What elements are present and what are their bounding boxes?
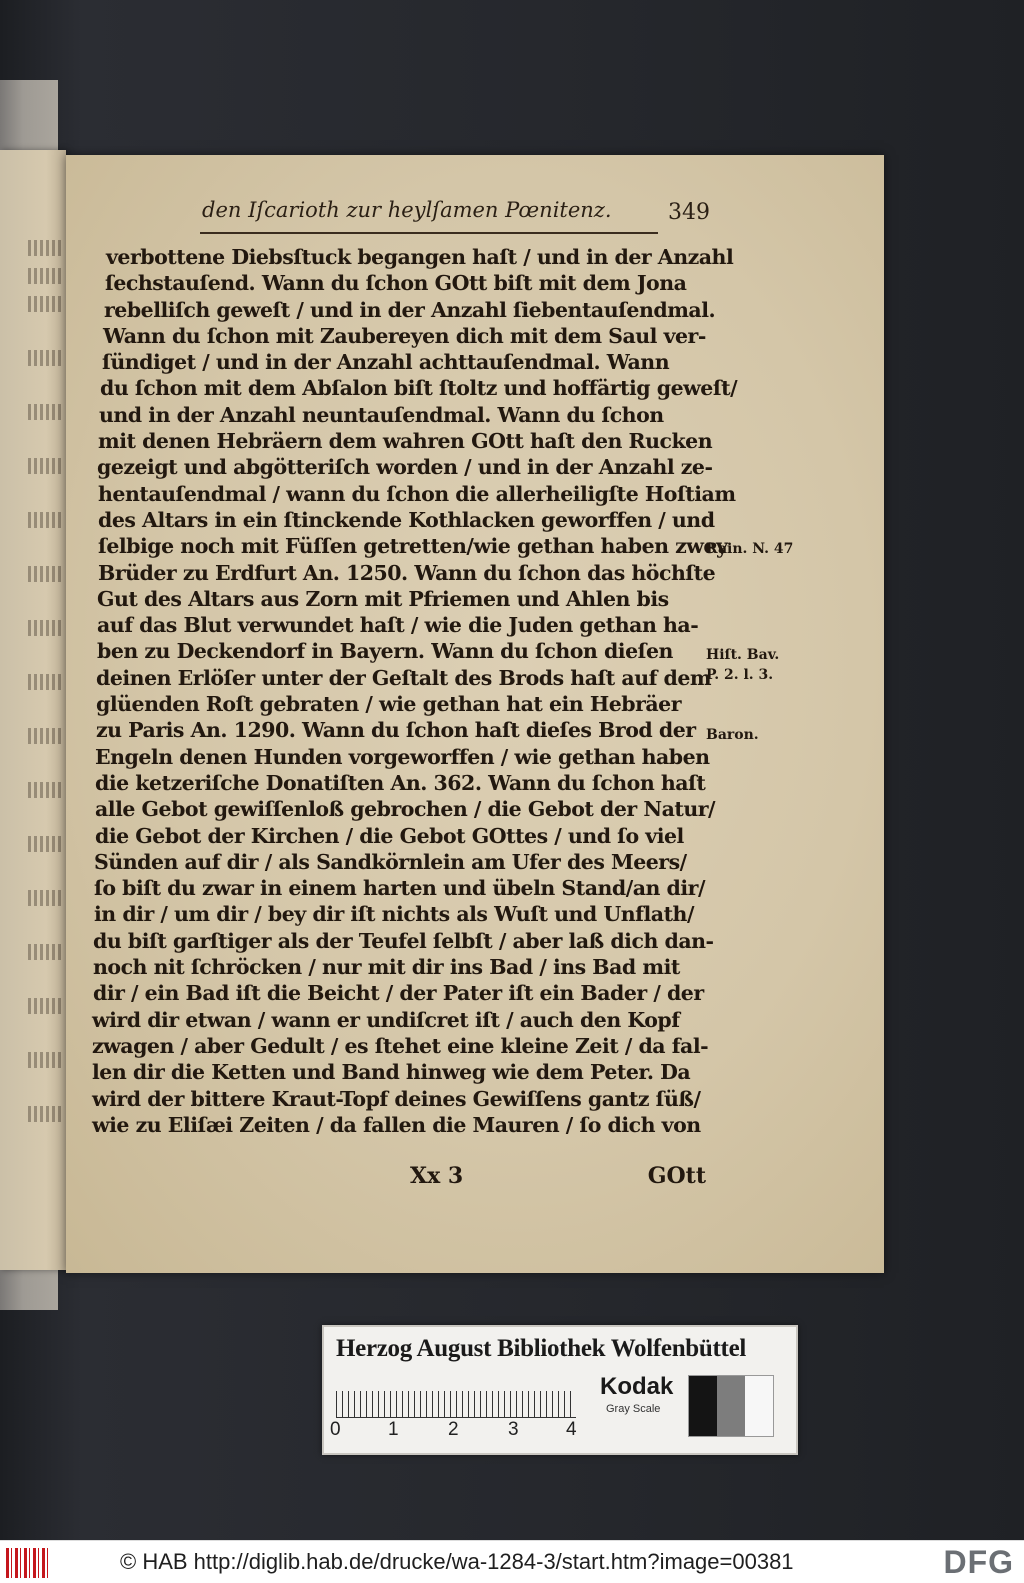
text-line: wie zu Eliſæi Zeiten / da fallen die Mauren / ſo dich von (92, 1112, 701, 1137)
text-line: Sünden auf dir / als Sandkörnlein am Ufer des Meers/ (94, 849, 687, 874)
text-line: ſündiget / und in der Anzahl achttauſendmal. Wann (102, 350, 670, 375)
text-line: Gut des Altars aus Zorn mit Pfriemen und Ahlen bis (97, 586, 669, 611)
text-line: du biſt garſtiger als der Teufel ſelbſt / aber laß dich dan- (93, 928, 714, 953)
text-line: ſo biſt du zwar in einem harten und übeln Stand/an dir/ (94, 876, 705, 901)
gray-scale-label: Gray Scale (606, 1403, 661, 1415)
text-line: und in der Anzahl neuntauſendmal. Wann du ſchon (99, 402, 664, 427)
scale-number: 0 (330, 1419, 341, 1440)
text-line: noch nit ſchröcken / nur mit dir ins Bad / ins Bad mit (93, 955, 680, 980)
facing-page-edge (0, 150, 66, 1270)
scale-ruler (336, 1379, 576, 1418)
swatch-white (745, 1376, 773, 1436)
text-line: deinen Erlöſer unter der Geſtalt des Brods haſt auf dem (96, 665, 712, 690)
text-line: ſelbige noch mit Füſſen getretten/wie gethan haben zwey (98, 534, 728, 559)
text-line: du ſchon mit dem Abſalon biſt ſtoltz und hoffärtig geweſt/ (100, 376, 738, 401)
running-head: den Iſcarioth zur heylſamen Pœnitenz. (202, 198, 612, 222)
text-line: auf das Blut verwundet haſt / wie die Juden gethan ha- (97, 613, 699, 638)
text-line: wird der bittere Kraut-Topf deines Gewiſſens gantz ſüß/ (92, 1086, 701, 1111)
page-number: 349 (668, 200, 710, 225)
scale-number: 1 (388, 1419, 399, 1440)
margin-note: Baron. (706, 727, 759, 743)
catchword-line (92, 1163, 706, 1193)
text-line: die Gebot der Kirchen / die Gebot GOttes / und ſo viel (95, 823, 684, 848)
color-target-card (322, 1325, 798, 1455)
margin-note: Rain. N. 47 (706, 541, 794, 557)
catchword: GOtt (647, 1163, 706, 1189)
footer-credit[interactable]: © HAB http://diglib.hab.de/drucke/wa-1284-3/start.htm?image=00381 (120, 1549, 794, 1574)
dfg-logo: DFG (943, 1544, 1014, 1580)
gray-swatches (688, 1375, 774, 1437)
text-line: ſechstauſend. Wann du ſchon GOtt biſt mit dem Jona (105, 271, 687, 296)
text-line: mit denen Hebräern dem wahren GOtt haſt den Rucken (98, 429, 713, 454)
text-line: hentauſendmal / wann du ſchon die allerheiligſte Hoſtiam (98, 481, 736, 506)
text-line: len dir die Ketten und Band hinweg wie dem Peter. Da (92, 1060, 691, 1085)
text-line: Brüder zu Erdfurt An. 1250. Wann du ſchon das höchſte (98, 560, 716, 585)
text-line: dir / ein Bad iſt die Beicht / der Pater iſt ein Bader / der (93, 981, 704, 1006)
kodak-logo: Kodak (600, 1373, 674, 1400)
scale-number: 3 (508, 1419, 519, 1440)
text-line: rebelliſch geweſt / und in der Anzahl ſiebentauſendmal. (104, 297, 716, 322)
head-rule (200, 232, 658, 234)
library-name: Herzog August Bibliothek Wolfenbüttel (336, 1335, 747, 1362)
barcode-icon (6, 1548, 48, 1578)
scale-number: 4 (566, 1419, 577, 1440)
text-line: Wann du ſchon mit Zaubereyen dich mit dem Saul ver- (103, 323, 706, 348)
swatch-gray (717, 1376, 745, 1436)
margin-note: P. 2. l. 3. (706, 667, 774, 683)
text-line: des Altars in ein ſtinckende Kothlacken geworffen / und (98, 507, 715, 532)
text-line: wird dir etwan / wann er undiſcret iſt / auch den Kopf (92, 1007, 680, 1032)
text-line: die ketzeriſche Donatiſten An. 362. Wann du ſchon haſt (95, 770, 706, 795)
text-line: gezeigt und abgötteriſch worden / und in der Anzahl ze- (97, 455, 713, 480)
text-line: zwagen / aber Gedult / es ſtehet eine kleine Zeit / da fal- (92, 1033, 709, 1058)
scale-numbers (330, 1419, 590, 1443)
text-line: alle Gebot gewiſſenloß gebrochen / die Gebot der Natur/ (95, 797, 716, 822)
text-line: ben zu Deckendorf in Bayern. Wann du ſchon dieſen (97, 639, 673, 664)
text-line: in dir / um dir / bey dir iſt nichts als Wuſt und Unflath/ (94, 902, 694, 927)
swatch-black (689, 1376, 717, 1436)
signature-mark: Xx 3 (410, 1163, 464, 1189)
text-line: zu Paris An. 1290. Wann du ſchon haſt dieſes Brod der (96, 718, 696, 743)
text-line: glüenden Roſt gebraten / wie gethan hat ein Hebräer (96, 692, 682, 717)
text-line: verbottene Diebsſtuck begangen haſt / und in der Anzahl (106, 245, 734, 269)
footer-bar (0, 1540, 1024, 1583)
scale-number: 2 (448, 1419, 459, 1440)
margin-note: Hiſt. Bav. (706, 647, 780, 663)
text-line: Engeln denen Hunden vorgeworffen / wie gethan haben (95, 744, 710, 769)
